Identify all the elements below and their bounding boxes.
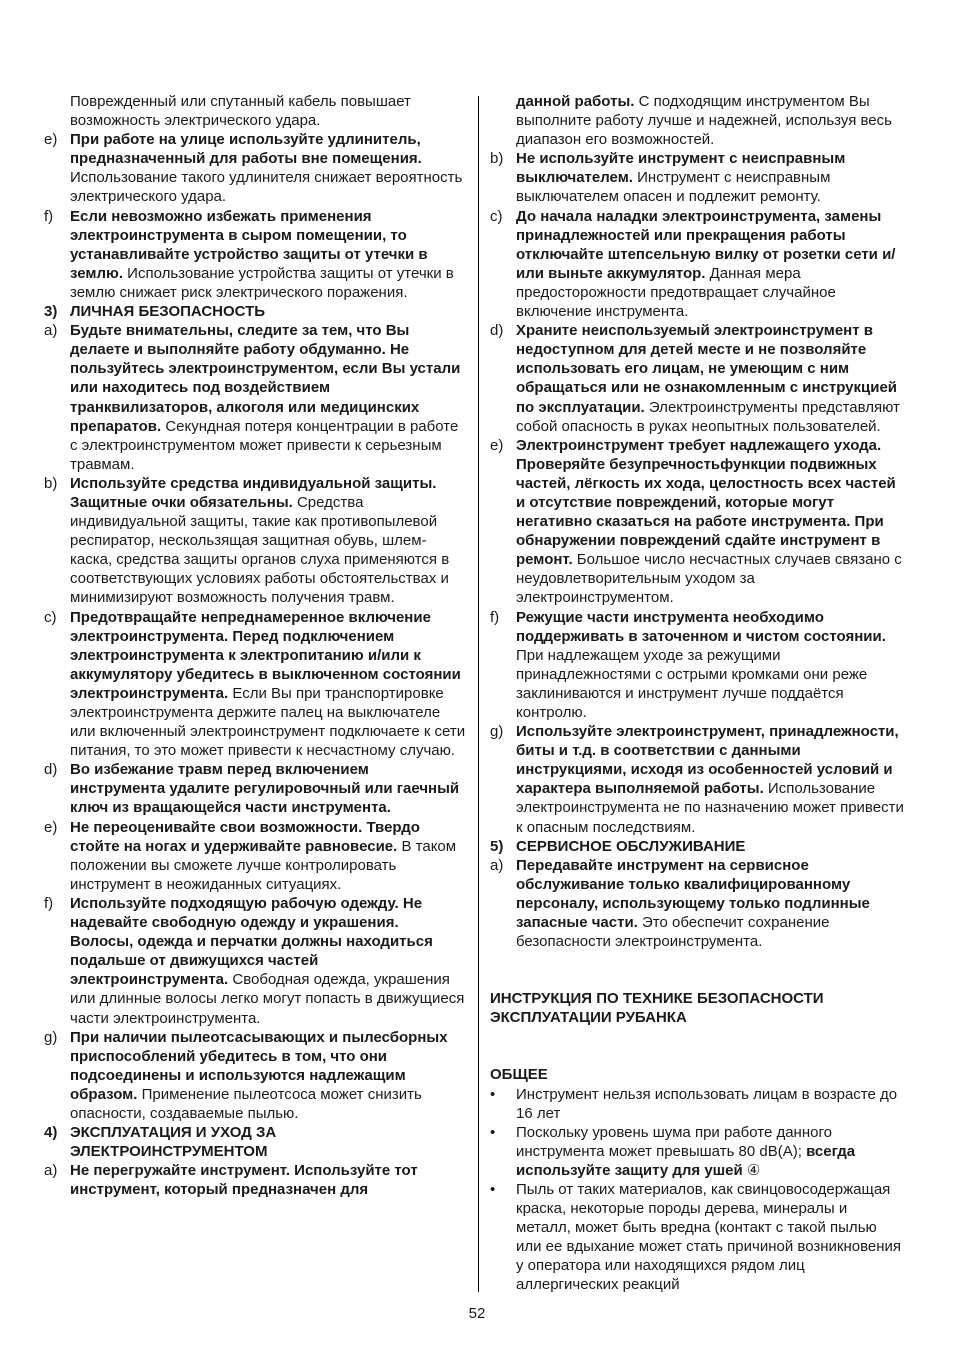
list-item	[490, 722, 904, 837]
section-title: СЕРВИСНОЕ ОБСЛУЖИВАНИЕ	[516, 837, 746, 855]
list-item	[44, 474, 466, 608]
item-bold-text: Во избежание травм перед включением инструмента удалите регулировочный или гаечный ключ из вращающейся части инструмента.	[70, 761, 460, 817]
section-heading	[490, 837, 904, 856]
item-bold-text: Будьте внимательны, следите за тем, что Вы делаете и выполняйте работу обдуманно. Не пользуйтесь электроинструментом, если Вы устали или находитесь под воздействием транквилизаторов, алкоголя или медицинских препаратов.	[70, 322, 461, 435]
item-marker	[44, 92, 70, 130]
item-text: С подходящим инструментом Вы выполните работу лучше и надежней, используя весь диапазон его возможностей.	[516, 93, 892, 149]
item-marker: f)	[44, 207, 54, 225]
subsection-heading: ОБЩЕЕ	[490, 1066, 548, 1084]
item-marker: f)	[44, 894, 54, 912]
item-text: Поврежденный или спутанный кабель повышает возможность электрического удара.	[70, 93, 411, 130]
item-text: Большое число несчастных случаев связано с неудовлетворительным уходом за электроинструментом.	[516, 551, 902, 607]
item-bold-text: Режущие части инструмента необходимо поддерживать в заточенном и чистом состоянии.	[516, 608, 886, 645]
bullet-bold-text: всегда используйте защиту для ушей	[516, 1142, 856, 1179]
bullet-text: Поскольку уровень шума при работе данного инструмента может превышать 80 dB(A);	[516, 1123, 832, 1160]
item-marker: e)	[490, 436, 504, 454]
item-bold-text: Не используйте инструмент с неисправным выключателем.	[516, 150, 846, 187]
item-bold-text: До начала наладки электроинструмента, замены принадлежностей или прекращения работы отключайте штепсельную вилку от розетки сети и/или выньте аккумулятор.	[516, 207, 896, 282]
item-text: В таком положении вы сможете лучше контролировать инструмент в неожиданных ситуациях.	[70, 837, 457, 893]
item-marker: c)	[490, 207, 503, 225]
list-item	[490, 856, 904, 951]
item-bold-text: При работе на улице используйте удлинитель, предназначенный для работы вне помещения.	[70, 131, 422, 168]
bullet-text: Пыль от таких материалов, как свинцовосодержащая краска, некоторые породы дерева, минералы и металл, может быть вредна (контакт с такой пылью или ее вдыхание может стать причиной возникновения у оператора или находящихся рядом лиц аллергических реакций	[516, 1180, 902, 1294]
bullet-item	[490, 1123, 904, 1180]
list-item	[44, 760, 466, 817]
list-item	[44, 1161, 466, 1199]
list-item	[490, 321, 904, 436]
list-item	[490, 436, 904, 608]
item-marker: a)	[490, 856, 504, 874]
column-divider	[478, 96, 479, 1292]
item-text: Это обеспечит сохранение безопасности электроинструмента.	[516, 914, 830, 951]
item-marker: e)	[44, 818, 58, 836]
item-text: Средства индивидуальной защиты, такие как противопылевой респиратор, нескользящая защитная обувь, шлем-каска, средства защиты органов слуха применяются в соответствующих условиях работы обстоятельствах и минимизируют возможность получения травм.	[70, 493, 450, 607]
item-marker: e)	[44, 131, 58, 149]
item-marker: g)	[44, 1028, 58, 1046]
item-bold-text: При наличии пылеотсасывающих и пылесборных приспособлений убедитесь в том, что они подсоединены и используются надлежащим образом.	[70, 1028, 448, 1103]
list-item	[44, 894, 466, 1028]
item-marker: f)	[490, 608, 500, 626]
item-text: Инструмент с неисправным выключателем опасен и подлежит ремонту.	[516, 169, 831, 206]
item-text: Использование такого удлинителя снижает вероятность электрического удара.	[70, 169, 463, 206]
item-text: Использование электроинструмента не по назначению может привести к опасным последствиям.	[516, 780, 904, 836]
item-bold-text: Используйте подходящую рабочую одежду. Не надевайте свободную одежду и украшения. Волосы, одежда и перчатки должны находиться подальше от движущихся частей электроинструмента.	[70, 894, 433, 989]
list-item	[44, 1028, 466, 1123]
list-item	[44, 321, 466, 474]
item-marker: b)	[490, 150, 504, 168]
section-heading	[44, 1123, 466, 1161]
section-number: 4)	[44, 1124, 58, 1142]
item-bold-text: Не перегружайте инструмент. Используйте тот инструмент, который предназначен для	[70, 1162, 418, 1199]
item-text: Если Вы при транспортировке электроинструмента держите палец на выключателе или включенный электроинструмент подключаете к сети питания, то это может привести к несчастному случаю.	[70, 684, 466, 760]
bullet-item	[490, 1180, 904, 1295]
item-bold-text: Электроинструмент требует надлежащего ухода. Проверяйте безупречностьфункции подвижных частей, лёгкость их хода, целостность всех частей и отсутствие повреждений, которые могут негативно сказаться на работе инструмента. При обнаружении повреждений сдайте инструмент в ремонт.	[516, 436, 896, 569]
item-marker: b)	[44, 474, 58, 492]
item-bold-text: Храните неиспользуемый электроинструмент в недоступном для детей месте и не позволяйте использовать его лицам, не умеющим с ним обращаться или не ознакомленным с инструкцией по эксплуатации.	[516, 322, 898, 416]
right-column	[490, 92, 904, 1295]
item-text: Данная мера предосторожности предотвращает случайное включение инструмента.	[516, 264, 836, 321]
item-marker: g)	[490, 723, 504, 741]
item-marker: d)	[44, 761, 58, 779]
section-number: 3)	[44, 303, 58, 321]
item-bold-text: Не переоценивайте свои возможности. Твердо стойте на ногах и удерживайте равновесие.	[70, 818, 420, 855]
page-number: 52	[468, 1305, 486, 1322]
bullet-marker: •	[490, 1180, 496, 1198]
item-text: Использование устройства защиты от утечки в землю снижает риск электрического поражения.	[70, 264, 454, 301]
item-marker: a)	[44, 322, 58, 340]
item-marker	[490, 92, 516, 149]
bullet-marker: •	[490, 1123, 496, 1141]
item-text: При надлежащем уходе за режущими принадлежностями с острыми кромками они реже заклиниваются и инструмент лучше поддаётся контролю.	[516, 646, 868, 721]
list-item	[44, 608, 466, 761]
list-item	[490, 608, 904, 723]
item-bold-text: Предотвращайте непреднамеренное включение электроинструмента. Перед подключением электроинструмента к электропитанию и/или к аккумулятору убедитесь в выключенном состоянии электроинструмента.	[70, 608, 461, 702]
item-bold-text: Передавайте инструмент на сервисное обслуживание только квалифицированному персоналу, использующему только подлинные запасные части.	[516, 856, 870, 932]
continued-paragraph	[490, 92, 904, 149]
item-marker: a)	[44, 1162, 58, 1180]
item-text: Секундная потеря концентрации в работе с электроинструментом может привести к серьезным травмам.	[70, 417, 459, 473]
list-item	[490, 207, 904, 322]
left-column	[44, 92, 466, 1199]
bullet-item	[490, 1085, 904, 1123]
list-item	[44, 207, 466, 302]
list-item	[490, 149, 904, 206]
item-bold-text: данной работы.	[516, 93, 635, 110]
section-number: 5)	[490, 837, 504, 855]
section-title: ЭКСПЛУАТАЦИЯ И УХОД ЗА ЭЛЕКТРОИНСТРУМЕНТОМ	[70, 1124, 277, 1161]
list-item	[44, 130, 466, 206]
continued-paragraph	[44, 92, 466, 130]
item-marker: c)	[44, 608, 57, 626]
item-bold-text: Если невозможно избежать применения электроинструмента в сыром помещении, то устанавливайте устройство защиты от утечки в землю.	[70, 207, 428, 282]
list-item	[44, 818, 466, 894]
item-marker: d)	[490, 322, 504, 340]
bullet-text: Инструмент нельзя использовать лицам в возрасте до 16 лет	[516, 1085, 898, 1122]
item-bold-text: Используйте электроинструмент, принадлежности, биты и т.д. в соответствии с данными инструкциями, исходя из особенностей условий и характера выполняемой работы.	[516, 723, 899, 798]
item-text: Свободная одежда, украшения или длинные волосы легко могут попасть в движущиеся части электроинструмента.	[70, 971, 465, 1027]
item-text: Электроинструменты представляют собой опасность в руках неопытных пользователей.	[516, 398, 900, 435]
section-title: ЛИЧНАЯ БЕЗОПАСНОСТЬ	[70, 303, 266, 321]
item-text: Применение пылеотсоса может снизить опасности, создаваемые пылью.	[70, 1085, 422, 1122]
chapter-heading: ИНСТРУКЦИЯ ПО ТЕХНИКЕ БЕЗОПАСНОСТИ ЭКСПЛУАТАЦИИ РУБАНКА	[490, 990, 824, 1027]
section-heading	[44, 302, 466, 321]
ear-protection-ref: ④	[742, 1161, 761, 1179]
item-bold-text: Используйте средства индивидуальной защиты. Защитные очки обязательны.	[70, 474, 437, 511]
bullet-marker: •	[490, 1085, 496, 1103]
